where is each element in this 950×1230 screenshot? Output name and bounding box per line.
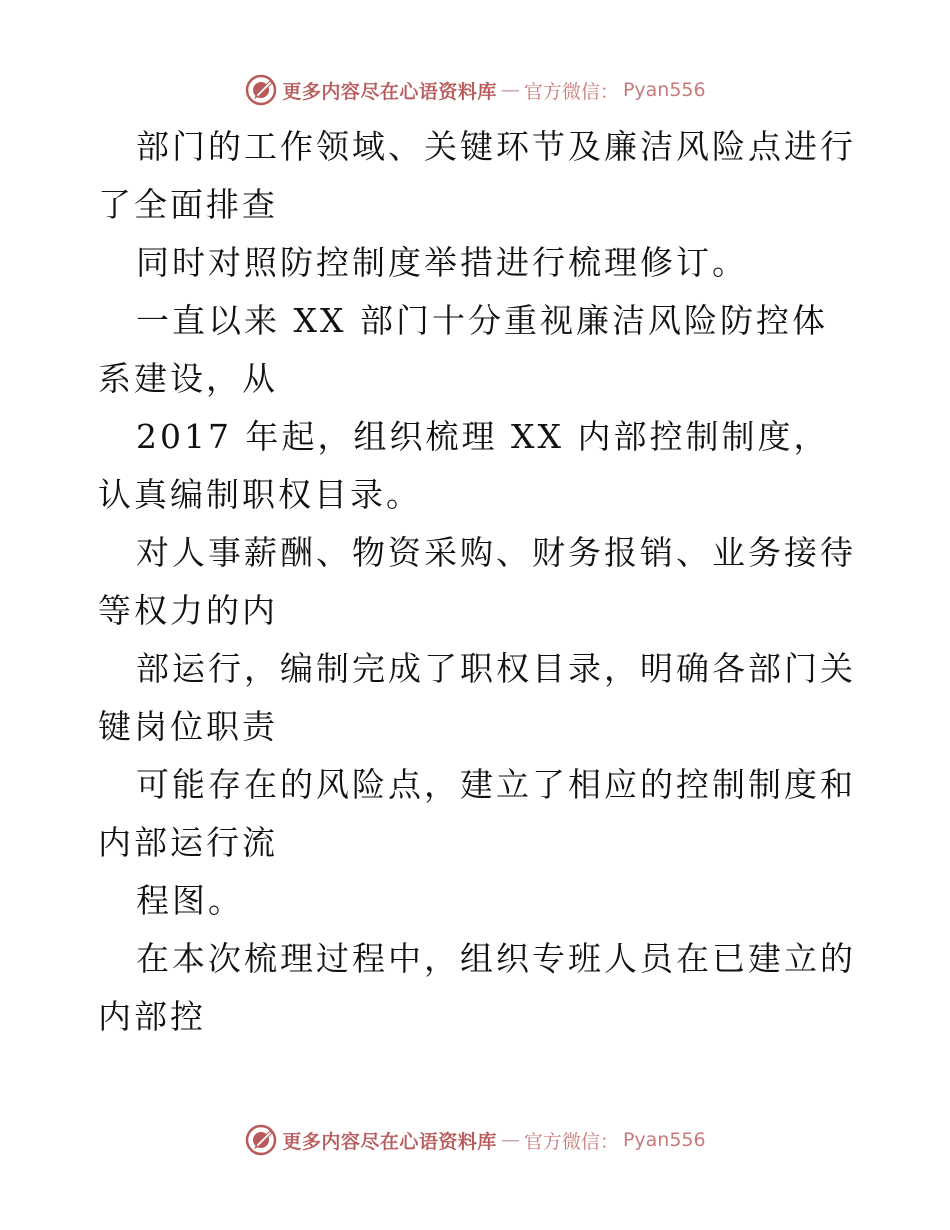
paragraph: 部门的工作领域、关键环节及廉洁风险点进行了全面排查 xyxy=(98,127,856,224)
banner-text: 更多内容尽在心语资料库 xyxy=(282,80,497,103)
paragraph: 可能存在的风险点，建立了相应的控制制度和内部运行流 xyxy=(98,765,856,862)
header-banner xyxy=(0,70,950,110)
banner-separator: — xyxy=(500,79,520,101)
footer-banner xyxy=(0,1120,950,1160)
banner-separator: — xyxy=(500,1129,520,1151)
document-body xyxy=(98,118,858,1046)
banner-wechat-id: Pyan556 xyxy=(622,1129,706,1151)
paragraph: 程图。 xyxy=(136,881,244,920)
pen-logo-icon xyxy=(244,1123,278,1157)
banner-wechat-label: 官方微信： xyxy=(523,80,619,103)
paragraph: 一直以来 XX 部门十分重视廉洁风险防控体系建设，从 xyxy=(98,301,828,398)
pen-logo-icon xyxy=(244,73,278,107)
paragraph: 2017 年起，组织梳理 XX 内部控制制度，认真编制职权目录。 xyxy=(98,417,830,514)
paragraph: 部运行，编制完成了职权目录，明确各部门关键岗位职责 xyxy=(98,649,856,746)
banner-wechat-id: Pyan556 xyxy=(622,79,706,101)
paragraph: 在本次梳理过程中，组织专班人员在已建立的内部控 xyxy=(98,939,856,1036)
paragraph: 对人事薪酬、物资采购、财务报销、业务接待等权力的内 xyxy=(98,533,856,630)
banner-wechat-label: 官方微信： xyxy=(523,1130,619,1153)
paragraph: 同时对照防控制度举措进行梳理修订。 xyxy=(136,243,748,282)
banner-text: 更多内容尽在心语资料库 xyxy=(282,1130,497,1153)
